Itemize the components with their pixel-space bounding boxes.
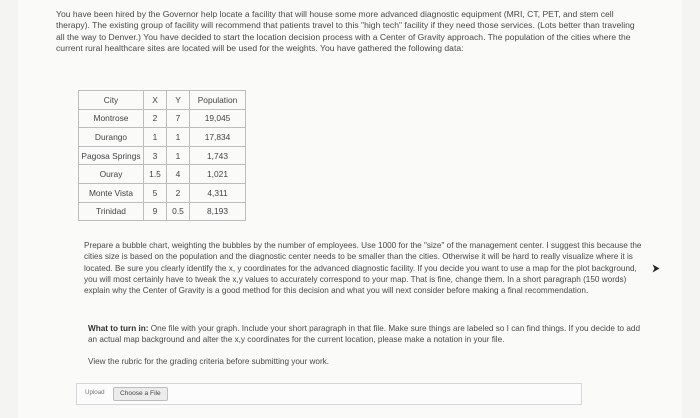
turn-in-text: One file with your graph. Include your short paragraph in that file. Make sure things are labeled so I can find things. If you decide to add an actual map background and alter the x,y coordinates for the current location, please make a notation in your file. [88, 324, 641, 345]
cell-city: Montrose [79, 109, 144, 128]
intro-paragraph: You have been hired by the Governor help locate a facility that will house some more advanced diagnostic equipment (MRI, CT, PET, and stem cell therapy). The existing group of facility will recommend that patients travel to this "high tech" facility if they need those services. (Lots better than traveling all the way to Denver.) You have decided to start the location decision process with a Center of Gravity approach. The population of the cities where the current rural healthcare sites are located will be used for the weights. You have gathered the following data: [56, 9, 635, 53]
cell-population: 17,834 [190, 128, 246, 147]
cell-y: 2 [167, 183, 190, 202]
cell-city: Durango [79, 128, 144, 147]
upload-label: Upload [85, 389, 105, 396]
cell-x: 1.5 [144, 165, 167, 184]
table-row [79, 165, 246, 184]
cell-city: Pagosa Springs [79, 146, 144, 165]
cell-population: 19,045 [190, 109, 246, 128]
cell-x: 5 [144, 183, 167, 202]
instructions-paragraph: Prepare a bubble chart, weighting the bubbles by the number of employees. Use 1000 for the "size" of the management center. I suggest this because the cities size is based on the population and the diagnostic center needs to be smaller than the cities. Otherwise it will be hard to really visualize where it is located. Be sure you clearly identify the x, y coordinates for the advanced diagnostic facility. If you decide you want to use a map for the plot background, you will most certainly have to tweak the x,y values to accurately correspond to your map. That is fine, change them. In a short paragraph (150 words) explain why the Center of Gravity is a good method for this decision and what you will next consider before making a final recommendation. [84, 241, 642, 296]
header-y: Y [167, 91, 190, 110]
cell-y: 1 [167, 146, 190, 165]
cell-city: Trinidad [79, 202, 144, 221]
table-row [79, 128, 246, 147]
cell-city: Ouray [79, 165, 144, 184]
table-row [79, 202, 246, 221]
cell-city: Monte Vista [79, 183, 144, 202]
header-x: X [144, 91, 167, 110]
table-row [79, 183, 246, 202]
city-data-table [78, 90, 246, 221]
assignment-page [18, 0, 682, 418]
cell-y: 7 [167, 109, 190, 128]
cell-x: 3 [144, 146, 167, 165]
cell-y: 0.5 [167, 202, 190, 221]
turn-in-label: What to turn in: [88, 324, 149, 333]
cell-y: 4 [167, 165, 190, 184]
turn-in-paragraph [88, 323, 644, 346]
table-row [79, 109, 246, 128]
table-row [79, 146, 246, 165]
choose-file-button[interactable]: Choose a File [113, 387, 168, 401]
header-city: City [79, 91, 144, 110]
cell-y: 1 [167, 128, 190, 147]
mouse-cursor-icon [652, 264, 660, 273]
cell-x: 2 [144, 109, 167, 128]
cell-population: 4,311 [190, 183, 246, 202]
cell-x: 9 [144, 202, 167, 221]
rubric-note: View the rubric for the grading criteria before submitting your work. [88, 357, 330, 366]
file-upload-field[interactable] [76, 383, 582, 405]
cell-population: 1,021 [190, 165, 246, 184]
cell-x: 1 [144, 128, 167, 147]
table-header-row [79, 91, 246, 110]
cell-population: 1,743 [190, 146, 246, 165]
cell-population: 8,193 [190, 202, 246, 221]
header-population: Population [190, 91, 246, 110]
